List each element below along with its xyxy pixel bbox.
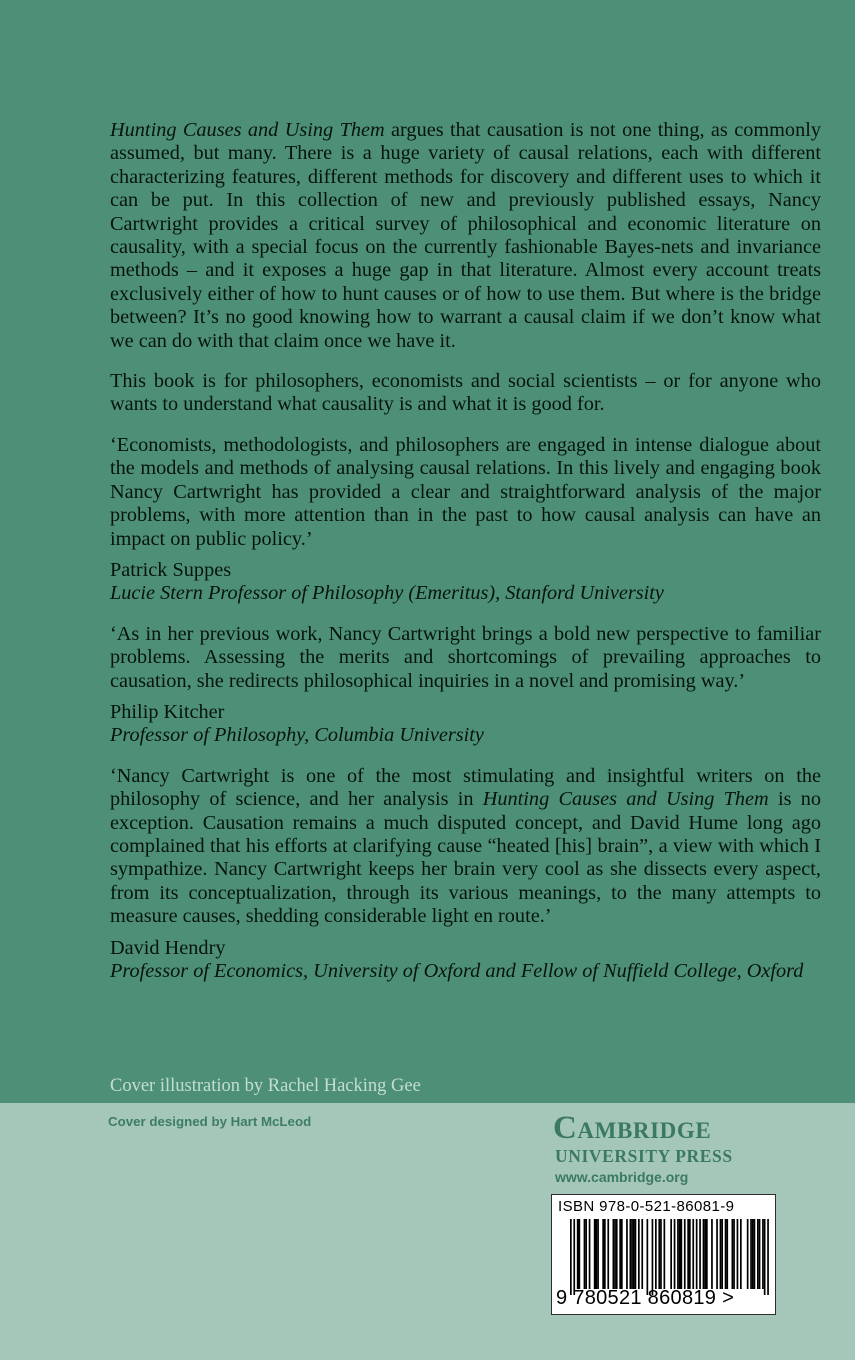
blurb-paragraph-1-text: argues that causation is not one thing, as commonly assumed, but many. There is a huge variety of causal relations, each with different characterizing features, different methods for discovery and different uses to which it can be put. In this collection of new and previously published essays, Nancy Cartwright provides a critical survey of philosophical and economic literature on causality, with a special focus on the currently fashionable Bayes-nets and invariance methods – and it exposes a huge gap in that literature. Almost every account treats exclusively either of how to hunt causes or of how to use them. But where is the bridge between? It’s no good knowing how to warrant a causal claim if we don’t know what we can do with that claim once we have it. xyxy=(110,119,821,352)
barcode-bar xyxy=(626,1219,628,1289)
barcode-bar xyxy=(679,1219,681,1289)
back-cover-text xyxy=(110,119,821,983)
publisher-url[interactable]: www.cambridge.org xyxy=(555,1169,689,1185)
barcode-bar xyxy=(613,1219,615,1289)
barcode-bar xyxy=(607,1219,609,1289)
barcode-bar xyxy=(585,1219,587,1289)
barcode-bar xyxy=(737,1219,739,1289)
barcode-bar xyxy=(764,1219,766,1295)
quote-1-text: ‘Economists, methodologists, and philosophers are engaged in intense dialogue about the models and methods of analysing causal relations. In this lively and engaging book Nancy Cartwright has provided a clear and straightforward analysis of the major problems, with more attention than in the past to how causal analysis can have an impact on public policy.’ xyxy=(110,433,821,550)
quote-3-author: David Hendry xyxy=(110,936,226,959)
barcode-bar xyxy=(589,1219,591,1289)
barcode-bar xyxy=(670,1219,672,1289)
barcode-bar xyxy=(635,1219,637,1289)
barcode-digits: 9 780521 860819 > xyxy=(556,1287,735,1309)
barcode-bar xyxy=(696,1219,698,1289)
barcode-bar xyxy=(689,1219,691,1289)
barcode-bar xyxy=(726,1219,728,1289)
isbn-barcode xyxy=(551,1194,776,1315)
barcode-bar xyxy=(570,1219,572,1295)
blurb-paragraph-1 xyxy=(110,119,821,353)
barcode-bar xyxy=(720,1219,722,1289)
quote-1-author-role: Lucie Stern Professor of Philosophy (Emeritus), Stanford University xyxy=(110,582,664,605)
barcode-bar xyxy=(658,1219,660,1289)
barcode-bar xyxy=(638,1219,640,1289)
barcode-bar xyxy=(681,1219,683,1289)
barcode-bar xyxy=(602,1219,604,1289)
barcode-bar xyxy=(655,1219,657,1289)
barcode-bar xyxy=(711,1219,713,1289)
barcode-bar xyxy=(704,1219,706,1289)
quote-3-text-a: ‘Nancy Cartwright is one of the most stimulating and insightful writers on the philosophy of science, and her analysis in xyxy=(110,764,821,811)
barcode-bar xyxy=(594,1219,596,1289)
barcode-bar xyxy=(631,1219,633,1289)
publisher-logo xyxy=(553,1110,775,1188)
barcode-bar xyxy=(706,1219,708,1289)
barcode-bar xyxy=(759,1219,761,1289)
barcode-bar xyxy=(732,1219,734,1289)
barcode-bar xyxy=(652,1219,654,1295)
barcode-bar xyxy=(596,1219,598,1289)
quote-1-author: Patrick Suppes xyxy=(110,558,232,581)
barcode-bar xyxy=(721,1219,723,1289)
book-title: Hunting Causes and Using Them xyxy=(110,119,385,141)
barcode-bar xyxy=(633,1219,635,1289)
quote-3-book-title: Hunting Causes and Using Them xyxy=(482,788,769,811)
barcode-bar xyxy=(740,1219,742,1289)
barcode-bar xyxy=(630,1219,632,1289)
barcode-bar xyxy=(692,1219,694,1289)
barcode-bar xyxy=(757,1219,759,1289)
barcode-bar xyxy=(725,1219,727,1289)
barcode-bar xyxy=(684,1219,686,1289)
barcode-bar xyxy=(762,1219,764,1289)
barcode-bar xyxy=(754,1219,756,1289)
barcode-bar xyxy=(573,1219,575,1295)
barcode-bar xyxy=(616,1219,618,1289)
quote-2-text: ‘As in her previous work, Nancy Cartwright brings a bold new perspective to familiar problems. Assessing the merits and shortcomings of prevailing approaches to causation, she redirects philosophical inquiries in a novel and promising way.’ xyxy=(110,622,821,692)
cover-design-credit: Cover designed by Hart McLeod xyxy=(108,1114,312,1129)
isbn-label: ISBN 978-0-521-86081-9 xyxy=(558,1198,735,1215)
quote-2-author-role: Professor of Philosophy, Columbia University xyxy=(110,724,484,747)
barcode-bar xyxy=(660,1219,662,1289)
blurb-paragraph-2: This book is for philosophers, economists and social scientists – or for anyone who wants to understand what causality is and what it is good for. xyxy=(110,370,821,416)
barcode-bar xyxy=(674,1219,676,1289)
barcode-bar xyxy=(647,1219,649,1295)
publisher-name: Cambridge xyxy=(553,1110,712,1146)
barcode-bar xyxy=(716,1219,718,1289)
barcode-bar xyxy=(614,1219,616,1289)
barcode-bar xyxy=(664,1219,666,1289)
publisher-subtitle: UNIVERSITY PRESS xyxy=(555,1146,733,1166)
quote-3-author-role: Professor of Economics, University of Oxford and Fellow of Nuffield College, Oxford xyxy=(110,960,804,982)
barcode-bar xyxy=(687,1219,689,1289)
quote-2-author: Philip Kitcher xyxy=(110,700,225,723)
barcode-bar xyxy=(577,1219,579,1289)
quote-3-text xyxy=(110,765,821,929)
barcode-bar xyxy=(677,1219,679,1289)
barcode-bar xyxy=(584,1219,586,1289)
barcode-bar xyxy=(747,1219,749,1289)
barcode-bar xyxy=(641,1219,643,1289)
barcode-bar xyxy=(699,1219,701,1289)
barcode-bar xyxy=(750,1219,752,1289)
barcode-bar xyxy=(703,1219,705,1289)
barcode-bar xyxy=(733,1219,735,1289)
quote-3-text-b: is no exception. Causation remains a much disputed concept, and David Hume long ago complained that his efforts at clarifying cause “heated [his] brain”, a view with which I sympathize. Nancy Cartwright keeps her brain very cool as she dissects every aspect, from its conceptualization, through its various meanings, to the many attempts to measure causes, shedding considerable light en route.’ xyxy=(110,788,821,928)
barcode-bar xyxy=(752,1219,754,1289)
barcode-bar xyxy=(579,1219,581,1289)
barcode-bar xyxy=(604,1219,606,1289)
barcode-bar xyxy=(619,1219,621,1289)
barcode-bar xyxy=(767,1219,769,1295)
barcode-bar xyxy=(621,1219,623,1289)
cover-illustration-credit: Cover illustration by Rachel Hacking Gee xyxy=(110,1076,421,1096)
barcode-bar xyxy=(597,1219,599,1289)
